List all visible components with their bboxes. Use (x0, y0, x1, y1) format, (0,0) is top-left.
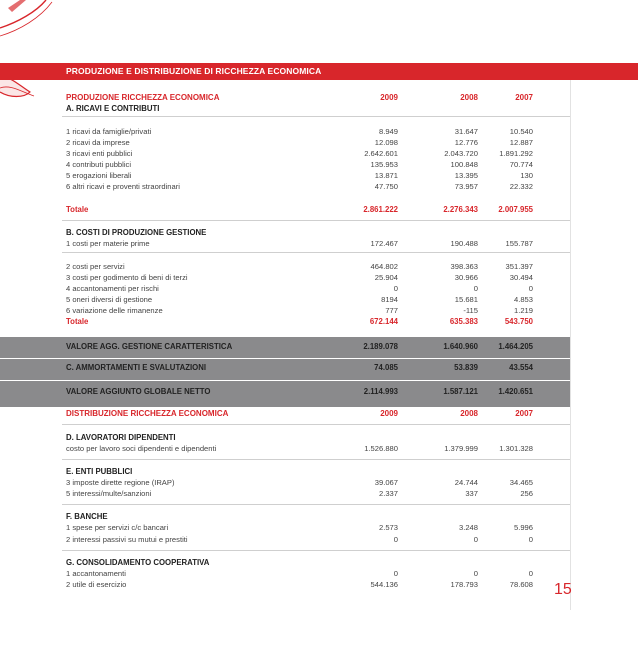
value-2009: 777 (385, 306, 398, 315)
band-2008: 53.839 (454, 363, 478, 372)
value-2009: 8194 (381, 295, 398, 304)
value-2008: 73.957 (454, 182, 478, 191)
value-2009: 172.467 (370, 239, 398, 248)
value-2009: 0 (393, 569, 398, 578)
band-label: VALORE AGG. GESTIONE CARATTERISTICA (66, 342, 233, 351)
value-2008: 190.488 (450, 239, 478, 248)
value-2007: 0 (528, 569, 533, 578)
divider (62, 252, 570, 253)
section-e-title-row (0, 467, 638, 477)
year-2009: 2009 (380, 93, 398, 102)
value-2009: 0 (393, 284, 398, 293)
divider (62, 550, 570, 551)
section-g-title-row (0, 558, 638, 568)
value-2009: 39.067 (374, 478, 398, 487)
table-row (0, 127, 638, 137)
divider (62, 220, 570, 221)
value-2007: 22.332 (509, 182, 533, 191)
distribution-heading: DISTRIBUZIONE RICCHEZZA ECONOMICA (66, 409, 229, 418)
page-number: 15 (554, 581, 572, 598)
value-2008: 15.681 (454, 295, 478, 304)
value-2009: 1.526.880 (364, 444, 398, 453)
band-divider (0, 358, 570, 359)
band-divider (0, 380, 570, 381)
value-2008: 13.395 (454, 171, 478, 180)
row-label: 1 spese per servizi c/c bancari (66, 523, 169, 532)
value-2007: 1.891.292 (499, 149, 533, 158)
section-e-title: E. ENTI PUBBLICI (66, 467, 133, 476)
table-row (0, 138, 638, 148)
total-2008: 635.383 (449, 317, 478, 326)
year-2007: 2007 (515, 409, 533, 418)
table-row (0, 262, 638, 272)
band-2008: 1.640.960 (443, 342, 478, 351)
total-2008: 2.276.343 (443, 205, 478, 214)
section-f-title: F. BANCHE (66, 512, 108, 521)
table-row (0, 295, 638, 305)
value-2008: 0 (473, 535, 478, 544)
table-row (0, 284, 638, 294)
value-2008: 0 (473, 284, 478, 293)
band-2009: 74.085 (374, 363, 398, 372)
divider (62, 459, 570, 460)
section-a-title-row (0, 104, 638, 114)
row-label: 5 interessi/multe/sanzioni (66, 489, 152, 498)
value-2008: 3.248 (458, 523, 478, 532)
table-row (0, 523, 638, 533)
row-label: 4 accantonamenti per rischi (66, 284, 159, 293)
band-2007: 1.464.205 (498, 342, 533, 351)
table-row (0, 580, 638, 590)
row-label: 5 erogazioni liberali (66, 171, 132, 180)
section-title-bar (0, 63, 638, 80)
value-2009: 12.098 (374, 138, 398, 147)
value-2009: 13.871 (374, 171, 398, 180)
table-row (0, 444, 638, 454)
value-2008: 178.793 (450, 580, 478, 589)
row-label: 6 altri ricavi e proventi straordinari (66, 182, 180, 191)
band-label: C. AMMORTAMENTI E SVALUTAZIONI (66, 363, 207, 372)
table-row (0, 306, 638, 316)
value-2007: 1.219 (513, 306, 533, 315)
value-2009: 0 (393, 535, 398, 544)
value-2009: 544.136 (370, 580, 398, 589)
band-2007: 43.554 (509, 363, 533, 372)
value-2008: 337 (465, 489, 478, 498)
section-f-title-row (0, 512, 638, 522)
divider (62, 116, 570, 117)
year-2008: 2008 (460, 93, 478, 102)
band-row (0, 363, 638, 373)
value-2009: 2.642.601 (364, 149, 398, 158)
band-2009: 2.189.078 (363, 342, 398, 351)
value-2009: 25.904 (374, 273, 398, 282)
total-label: Totale (66, 317, 89, 326)
row-label: 4 contributi pubblici (66, 160, 132, 169)
value-2008: 31.647 (454, 127, 478, 136)
year-2008: 2008 (460, 409, 478, 418)
band-row (0, 342, 638, 352)
production-heading: PRODUZIONE RICCHEZZA ECONOMICA (66, 93, 220, 102)
production-header-row (0, 93, 638, 103)
table-row (0, 273, 638, 283)
total-2007: 2.007.955 (498, 205, 533, 214)
table-row (0, 489, 638, 499)
value-2008: -115 (463, 306, 478, 315)
total-2009: 2.861.222 (363, 205, 398, 214)
value-2008: 30.966 (454, 273, 478, 282)
section-d-title: D. LAVORATORI DIPENDENTI (66, 433, 176, 442)
row-label: 1 ricavi da famiglie/privati (66, 127, 152, 136)
total-label: Totale (66, 205, 89, 214)
value-2007: 10.540 (509, 127, 533, 136)
total-2007: 543.750 (504, 317, 533, 326)
value-2008: 100.848 (450, 160, 478, 169)
divider (62, 424, 570, 425)
value-2009: 464.802 (370, 262, 398, 271)
table-row (0, 239, 638, 249)
value-2009: 2.573 (378, 523, 398, 532)
value-2007: 70.774 (509, 160, 533, 169)
value-2007: 5.996 (513, 523, 533, 532)
value-2007: 155.787 (505, 239, 533, 248)
value-2007: 0 (528, 535, 533, 544)
band-2007: 1.420.651 (498, 387, 533, 396)
divider (62, 504, 570, 505)
value-2007: 4.853 (513, 295, 533, 304)
total-row (0, 317, 638, 327)
value-2009: 135.953 (370, 160, 398, 169)
section-d-title-row (0, 433, 638, 443)
row-label: 2 utile di esercizio (66, 580, 127, 589)
distribution-header-row (0, 409, 638, 419)
table-row (0, 160, 638, 170)
table-row (0, 149, 638, 159)
value-2009: 8.949 (378, 127, 398, 136)
band-row (0, 387, 638, 397)
row-label: costo per lavoro soci dipendenti e dipendenti (66, 444, 217, 453)
row-label: 2 ricavi da imprese (66, 138, 130, 147)
value-2008: 24.744 (454, 478, 478, 487)
value-2008: 0 (473, 569, 478, 578)
band-label: VALORE AGGIUNTO GLOBALE NETTO (66, 387, 211, 396)
row-label: 3 imposte dirette regione (IRAP) (66, 478, 175, 487)
band-2008: 1.587.121 (443, 387, 478, 396)
row-label: 5 oneri diversi di gestione (66, 295, 153, 304)
row-label: 2 interessi passivi su mutui e prestiti (66, 535, 188, 544)
table-row (0, 535, 638, 545)
value-2009: 2.337 (378, 489, 398, 498)
value-2007: 34.465 (509, 478, 533, 487)
row-label: 1 accantonamenti (66, 569, 126, 578)
total-2009: 672.144 (369, 317, 398, 326)
section-b-title: B. COSTI DI PRODUZIONE GESTIONE (66, 228, 207, 237)
row-label: 6 variazione delle rimanenze (66, 306, 163, 315)
value-2007: 12.887 (509, 138, 533, 147)
value-2007: 351.397 (505, 262, 533, 271)
section-title: PRODUZIONE E DISTRIBUZIONE DI RICCHEZZA ECONOMICA (66, 66, 322, 76)
table-row (0, 182, 638, 192)
value-2007: 0 (528, 284, 533, 293)
row-label: 1 costi per materie prime (66, 239, 150, 248)
value-2008: 1.379.999 (444, 444, 478, 453)
section-a-title: A. RICAVI E CONTRIBUTI (66, 104, 160, 113)
year-2009: 2009 (380, 409, 398, 418)
value-2007: 130 (520, 171, 533, 180)
value-2008: 398.363 (450, 262, 478, 271)
row-label: 3 ricavi enti pubblici (66, 149, 133, 158)
section-g-title: G. CONSOLIDAMENTO COOPERATIVA (66, 558, 210, 567)
row-label: 2 costi per servizi (66, 262, 125, 271)
year-2007: 2007 (515, 93, 533, 102)
band-2009: 2.114.993 (363, 387, 398, 396)
value-2007: 30.494 (509, 273, 533, 282)
value-2009: 47.750 (374, 182, 398, 191)
table-row (0, 569, 638, 579)
value-2008: 12.776 (454, 138, 478, 147)
row-label: 3 costi per godimento di beni di terzi (66, 273, 188, 282)
section-b-title-row (0, 228, 638, 238)
table-row (0, 171, 638, 181)
table-row (0, 478, 638, 488)
total-row (0, 205, 638, 215)
value-2008: 2.043.720 (444, 149, 478, 158)
value-2007: 1.301.328 (499, 444, 533, 453)
value-2007: 78.608 (509, 580, 533, 589)
value-2007: 256 (520, 489, 533, 498)
